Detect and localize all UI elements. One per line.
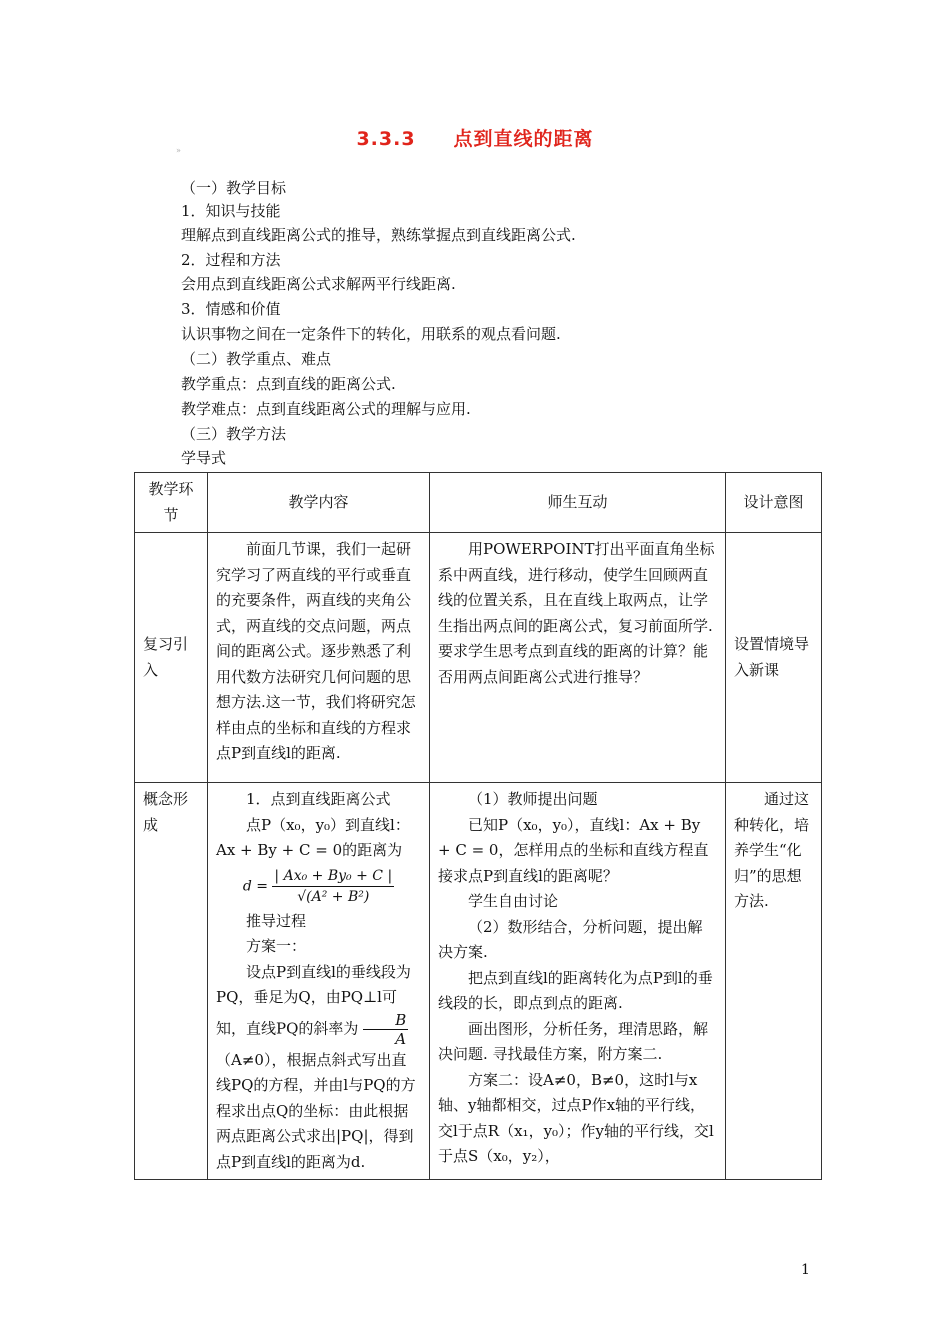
header-interaction: 师生互动 xyxy=(430,473,726,533)
paragraph: 1．知识与技能 xyxy=(181,202,281,220)
paragraph: 教学重点：点到直线的距离公式. xyxy=(181,375,396,393)
interaction-text: （2）数形结合，分析问题，提出解决方案. xyxy=(438,917,703,961)
paragraph: 3．情感和价值 xyxy=(181,300,281,318)
content-text: 点P（x₀，y₀）到直线l：Ax + By + C = 0的距离为 xyxy=(216,815,410,859)
formula-numerator: | Ax₀ + By₀ + C | xyxy=(272,866,394,887)
paragraph: 理解点到直线距离公式的推导，熟练掌握点到直线距离公式. xyxy=(181,226,576,244)
row-interaction: 用POWERPOINT打出平面直角坐标系中两直线，进行移动，使学生回顾两直线的位置关系，且在直线上取两点，让学生指出两点间的距离公式，复习前面所学.要求学生思考点到直线的距离的计算？能否用两点间距离公式进行推导？ xyxy=(430,533,726,783)
distance-formula xyxy=(216,864,421,909)
content-text: 推导过程 xyxy=(246,911,307,930)
slope-numerator: B xyxy=(363,1011,408,1030)
interaction-text: 学生自由讨论 xyxy=(468,892,559,910)
content-text xyxy=(216,960,421,1048)
header-intent: 设计意图 xyxy=(726,473,822,533)
paragraph: 2．过程和方法 xyxy=(181,251,281,269)
content-text: 设点P到直线l的垂线段为PQ，垂足为Q，由PQ⊥l可知，直线PQ的斜率为 xyxy=(216,962,411,1037)
row-content: 前面几节课，我们一起研究学习了两直线的平行或垂直的充要条件，两直线的夹角公式，两直线的交点问题，两点间的距离公式。逐步熟悉了利用代数方法研究几何问题的思想方法.这一节，我们将研究怎样由点的坐标和直线的方程求点P到直线l的距离. xyxy=(208,533,430,783)
row-stage: 复习引入 xyxy=(135,533,208,783)
slope-denominator: A xyxy=(395,1029,407,1048)
section-number: 3.3.3 xyxy=(356,128,416,150)
page-number: 1 xyxy=(801,1262,810,1278)
content-heading: 1．点到直线距离公式 xyxy=(246,790,391,808)
paragraph-mark: » xyxy=(176,146,181,155)
document-title xyxy=(0,124,950,151)
paragraph: 学导式 xyxy=(181,449,227,467)
table-row xyxy=(135,533,822,783)
paragraph: 会用点到直线距离公式求解两平行线距离. xyxy=(181,275,456,293)
paragraph: 认识事物之间在一定条件下的转化，用联系的观点看问题. xyxy=(181,325,561,343)
table-header-row xyxy=(135,473,822,533)
interaction-text: 画出图形，分析任务，理清思路，解决问题. 寻找最佳方案，附方案二. xyxy=(438,1019,709,1063)
table-row xyxy=(135,783,822,1180)
formula-fraction xyxy=(272,866,394,907)
lesson-table xyxy=(134,472,822,1180)
header-stage: 教学环节 xyxy=(135,473,208,533)
section-title: 点到直线的距离 xyxy=(453,128,594,150)
row-stage: 概念形成 xyxy=(135,783,208,1180)
row-intent: 设置情境导入新课 xyxy=(726,533,822,783)
formula-denominator: √(A² + B²) xyxy=(297,888,370,905)
formula-lhs: d = xyxy=(242,878,268,894)
paragraph: （一）教学目标 xyxy=(181,179,287,197)
content-text: （A≠0），根据点斜式写出直线PQ的方程，并由l与PQ的方程求出点Q的坐标：由此根据两点距离公式求出|PQ|，得到点P到直线l的距离为d. xyxy=(216,1050,416,1171)
interaction-text: 方案二：设A≠0，B≠0，这时l与x轴、y轴都相交，过点P作x轴的平行线，交l于点R（x₁，y₀）；作y轴的平行线，交l于点S（x₀，y₂）， xyxy=(438,1070,714,1165)
paragraph: （三）教学方法 xyxy=(181,425,287,443)
interaction-text: 已知P（x₀，y₀），直线l：Ax + By + C = 0，怎样用点的坐标和直线方程直接求点P到直线l的距离呢？ xyxy=(438,815,709,885)
content-text: 方案一： xyxy=(246,937,307,955)
paragraph: （二）教学重点、难点 xyxy=(181,350,332,368)
header-content: 教学内容 xyxy=(208,473,430,533)
interaction-text: （1）教师提出问题 xyxy=(468,790,598,808)
row-content xyxy=(208,783,430,1180)
row-interaction xyxy=(430,783,726,1180)
slope-fraction xyxy=(363,1011,408,1048)
row-intent: 通过这种转化，培养学生“化归”的思想方法. xyxy=(726,783,822,1180)
paragraph: 教学难点：点到直线距离公式的理解与应用. xyxy=(181,400,471,418)
interaction-text: 把点到直线l的距离转化为点P到l的垂线段的长，即点到点的距离. xyxy=(438,968,713,1012)
